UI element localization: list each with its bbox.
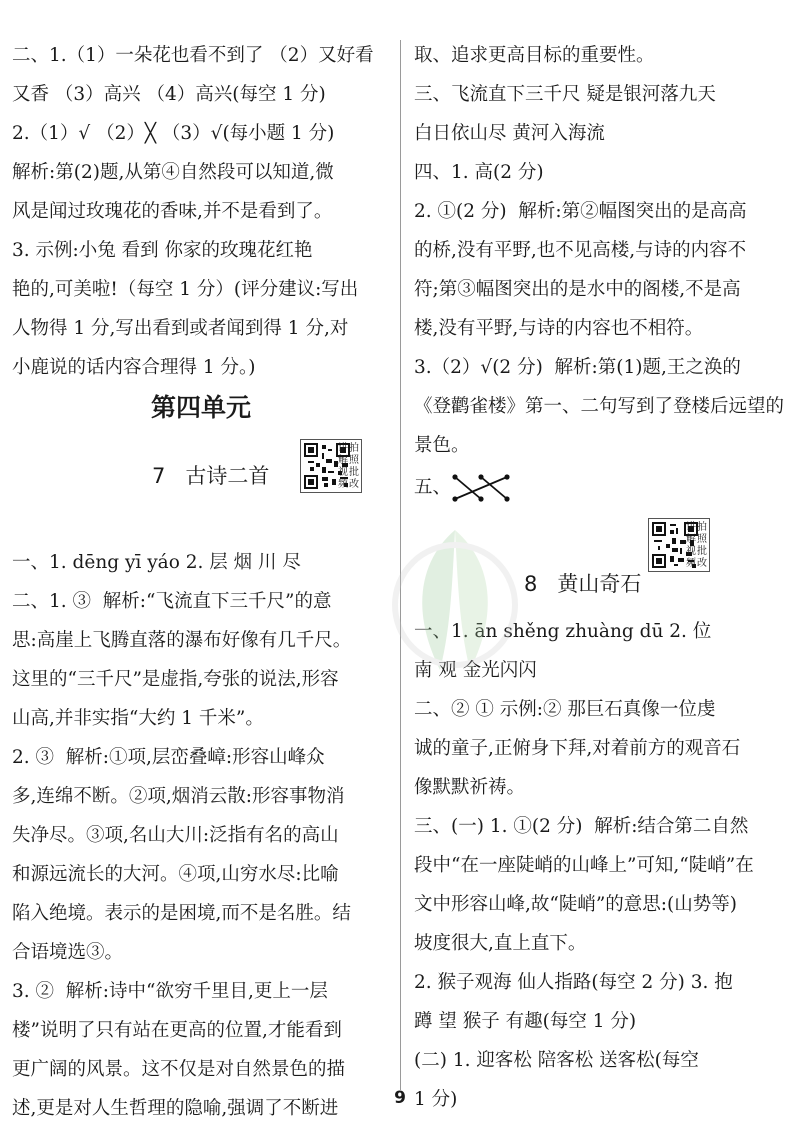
right-top-block <box>414 36 792 465</box>
answer-line: 山高,并非实指“大约 1 千米”。 <box>12 708 264 729</box>
answer-line: 陷入绝境。表示的是困境,而不是名胜。结 <box>12 903 351 924</box>
answer-line: 失净尽。③项,名山大川:泛指有名的高山 <box>12 825 339 846</box>
answer-line: 3.（2）√(2 分) 解析:第(1)题,王之涣的 <box>414 357 741 378</box>
answer-line: 人物得 1 分,写出看到或者闻到得 1 分,对 <box>12 318 349 339</box>
answer-line: 景色。 <box>414 435 470 456</box>
answer-line: 二、1. ③ 解析:“飞流直下三千尺”的意 <box>12 591 332 612</box>
answer-line: 更广阔的风景。这不仅是对自然景色的描 <box>12 1059 346 1080</box>
lesson-title: 古诗二首 <box>185 464 270 488</box>
left-top-block <box>12 36 390 387</box>
left-bottom-block <box>12 543 351 1128</box>
answer-line: 思:高崖上飞腾直落的瀑布好像有几千尺。 <box>12 630 352 651</box>
answer-line: 艳的,可美啦!（每空 1 分）(评分建议:写出 <box>12 279 359 300</box>
answer-line: 又香 （3）高兴 （4）高兴(每空 1 分) <box>12 84 326 105</box>
answer-line: 二、② ① 示例:② 那巨石真像一位虔 <box>414 699 716 720</box>
answer-line: 小鹿说的话内容合理得 1 分。) <box>12 357 256 378</box>
answer-line: 坡度很大,直上直下。 <box>414 933 587 954</box>
qr-label: 讲解视频 <box>686 522 696 569</box>
answer-line: 取、追求更高目标的重要性。 <box>414 45 655 66</box>
answer-line: (二) 1. 迎客松 陪客松 送客松(每空 <box>414 1050 699 1071</box>
answer-line: 三、飞流直下三千尺 疑是银河落九天 <box>414 84 716 105</box>
answer-line: 四、1. 高(2 分) <box>414 162 544 183</box>
answer-line: 二、1.（1）一朵花也看不到了 （2）又好看 <box>12 45 374 66</box>
answer-line: 述,更是对人生哲理的隐喻,强调了不断进 <box>12 1098 339 1119</box>
answer-line: 的桥,没有平野,也不见高楼,与诗的内容不 <box>414 240 747 261</box>
answer-line: 楼”说明了只有站在更高的位置,才能看到 <box>12 1020 342 1041</box>
lesson-7-heading <box>152 460 269 490</box>
answer-line: 段中“在一座陡峭的山峰上”可知,“陡峭”在 <box>414 855 754 876</box>
answer-line: 像默默祈祷。 <box>414 777 526 798</box>
matching-lines-diagram <box>451 473 513 503</box>
answer-line: 蹲 望 猴子 有趣(每空 1 分) <box>414 1011 637 1032</box>
right-column <box>414 36 792 1110</box>
lesson-8-heading <box>524 568 641 598</box>
lesson-number: 7 <box>152 464 166 488</box>
answer-line: 合语境选③。 <box>12 942 124 963</box>
lesson-title: 黄山奇石 <box>557 572 642 596</box>
unit-title: 第四单元 <box>150 393 251 422</box>
qr-label: 讲解视频 <box>338 443 348 490</box>
answer-line: 诚的童子,正俯身下拜,对着前方的观音石 <box>414 738 741 759</box>
answer-line: 2. 猴子观海 仙人指路(每空 2 分) 3. 抱 <box>414 972 733 993</box>
qr-code-lesson-8[interactable] <box>648 518 710 572</box>
answer-line: 和源远流长的大河。④项,山穷水尽:比喻 <box>12 864 339 885</box>
answer-line: 南 观 金光闪闪 <box>414 660 537 681</box>
lesson-number: 8 <box>524 572 538 596</box>
answer-line: 2.（1）√ （2）╳ （3）√(每小题 1 分) <box>12 123 335 144</box>
answer-line: 一、1. ān shěng zhuàng dū 2. 位 <box>414 621 712 642</box>
answer-line: 《登鹳雀楼》第一、二句写到了登楼后远望的 <box>414 396 785 417</box>
left-column <box>12 36 390 1119</box>
matching-answer <box>414 468 513 507</box>
answer-line: 2. ①(2 分) 解析:第②幅图突出的是高高 <box>414 201 747 222</box>
answer-line: 2. ③ 解析:①项,层峦叠嶂:形容山峰众 <box>12 747 325 768</box>
answer-line: 解析:第(2)题,从第④自然段可以知道,微 <box>12 162 334 183</box>
right-bottom-block <box>414 612 754 1119</box>
answer-line: 楼,没有平野,与诗的内容也不相符。 <box>414 318 704 339</box>
qr-label: 拍照批改 <box>349 443 359 490</box>
qr-code-lesson-7[interactable] <box>300 439 362 493</box>
answer-line: 三、(一) 1. ①(2 分) 解析:结合第二自然 <box>414 816 749 837</box>
section-5-label: 五、 <box>414 477 452 498</box>
answer-line: 多,连绵不断。②项,烟消云散:形容事物消 <box>12 786 345 807</box>
answer-line: 风是闻过玫瑰花的香味,并不是看到了。 <box>12 201 333 222</box>
answer-line: 3. 示例:小兔 看到 你家的玫瑰花红艳 <box>12 240 313 261</box>
answer-line: 3. ② 解析:诗中“欲穷千里目,更上一层 <box>12 981 328 1002</box>
answer-line: 白日依山尽 黄河入海流 <box>414 123 605 144</box>
answer-line: 文中形容山峰,故“陡峭”的意思:(山势等) <box>414 894 737 915</box>
column-divider <box>400 40 401 1090</box>
answer-line: 1 分) <box>414 1089 458 1110</box>
qr-label: 拍照批改 <box>697 522 707 569</box>
answer-line: 符;第③幅图突出的是水中的阁楼,不是高 <box>414 279 741 300</box>
answer-line: 一、1. dēng yī yáo 2. 层 烟 川 尽 <box>12 552 301 573</box>
page-number: 9 <box>394 1088 406 1108</box>
answer-line: 这里的“三千尺”是虚指,夸张的说法,形容 <box>12 669 339 690</box>
